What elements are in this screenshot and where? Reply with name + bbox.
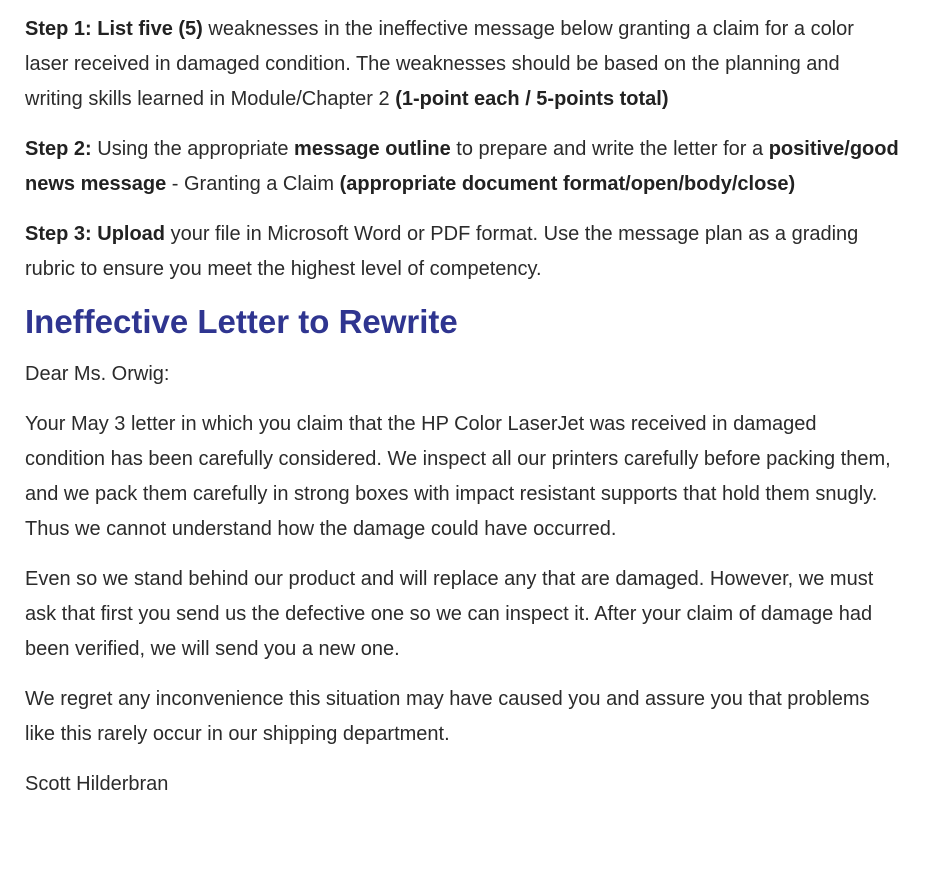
step-3-action: Upload (91, 223, 166, 245)
step-2-label: Step 2: (25, 138, 92, 160)
step-2-instruction (25, 132, 900, 202)
step-2-format: (appropriate document format/open/body/close) (339, 173, 796, 195)
step-3-text: your file in Microsoft Word or PDF format. Use the message plan as a grading rubric to ensure you meet the highest level of competency. (25, 223, 859, 280)
step-2-text-b: to prepare and write the letter for a (450, 138, 769, 160)
letter-paragraph-3: We regret any inconvenience this situation may have caused you and assure you that problems like this rarely occur in our shipping department. (25, 688, 870, 745)
letter-paragraph-1: Your May 3 letter in which you claim that the HP Color LaserJet was received in damaged condition has been carefully considered. We inspect all our printers carefully before packing them, and we pack them carefully in strong boxes with impact resistant supports that hold them snugly. Thus we cannot understand how the damage could have occurred. (25, 413, 891, 540)
letter-signature: Scott Hilderbran (25, 773, 169, 795)
step-1-instruction (25, 12, 900, 117)
step-2-text-a: Using the appropriate (91, 138, 295, 160)
step-2-text-c: - Granting a Claim (166, 173, 340, 195)
letter-paragraph-2: Even so we stand behind our product and will replace any that are damaged. However, we must ask that first you send us the defective one so we can inspect it. After your claim of damage had been verified, we will send you a new one. (25, 568, 874, 660)
step-1-text: weaknesses in the ineffective message below granting a claim for a color laser received in damaged condition. The weaknesses should be based on the planning and writing skills learned in Module/Chapter 2 (25, 18, 854, 110)
step-2-message-type: positive/good news message (25, 138, 899, 195)
step-1-points: (1-point each / 5-points total) (395, 88, 669, 110)
step-1-action: List five (5) (97, 18, 203, 40)
step-1-label: Step 1: (25, 18, 92, 40)
step-3-instruction (25, 217, 900, 287)
step-3-label: Step 3: (25, 223, 92, 245)
letter-salutation: Dear Ms. Orwig: (25, 363, 170, 385)
letter-heading: Ineffective Letter to Rewrite (25, 303, 458, 340)
step-2-outline: message outline (294, 138, 451, 160)
